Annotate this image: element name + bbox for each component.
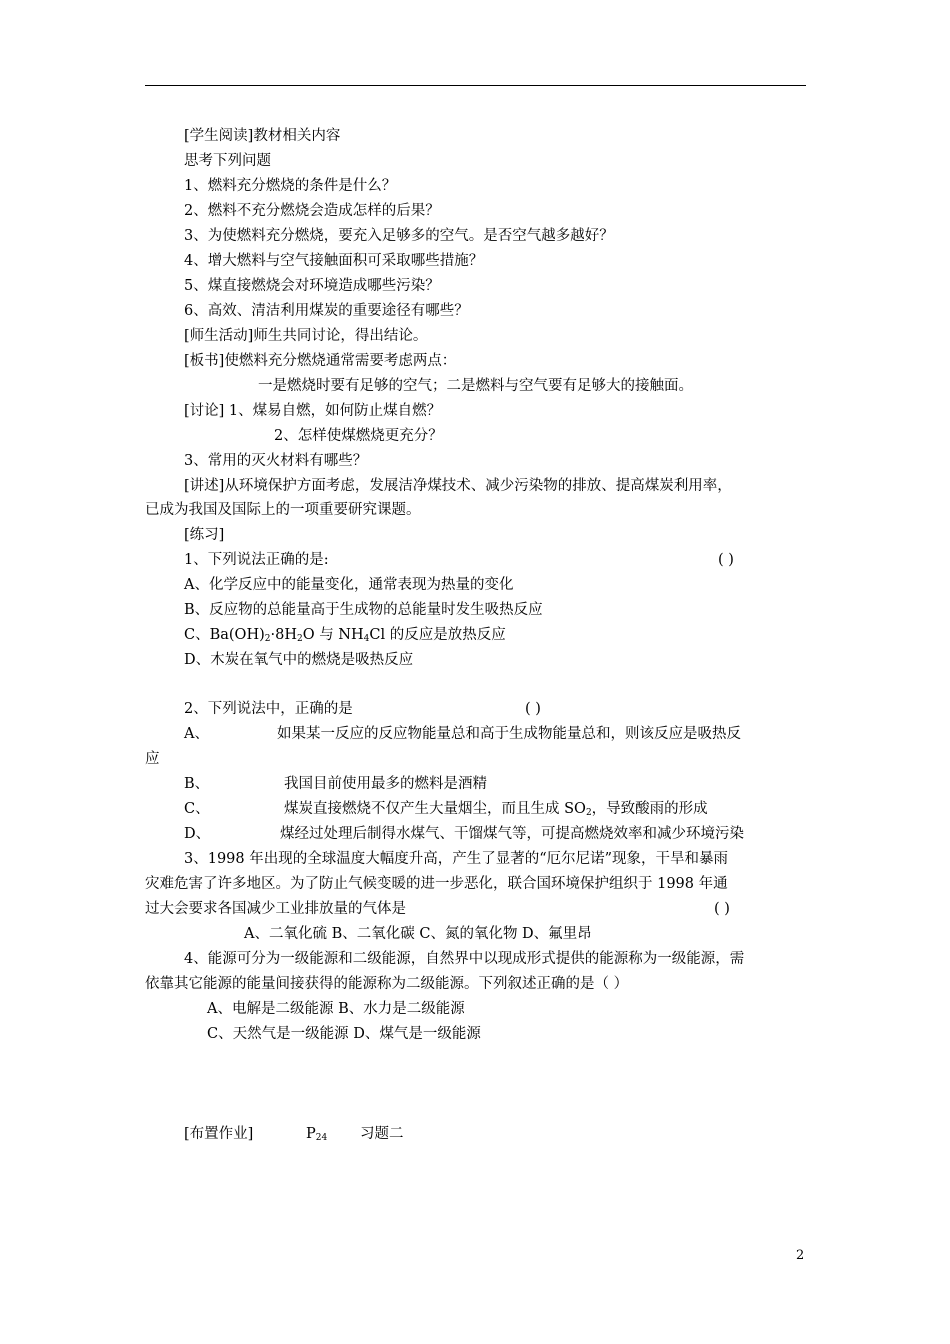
q3-line-3: 过大会要求各国减少工业排放量的气体是	[145, 901, 406, 917]
q2-option-b-text: 我国目前使用最多的燃料是酒精	[284, 776, 487, 792]
q1-option-b: B、反应物的总能量高于生成物的总能量时发生吸热反应	[184, 602, 543, 618]
practice-heading: [练习]	[184, 527, 225, 543]
q2-option-c-text: 煤炭直接燃烧不仅产生大量烟尘，而且生成 $SO_2$，导致酸雨的形成	[284, 801, 708, 818]
question-line: 4、增大燃料与空气接触面积可采取哪些措施？	[184, 253, 484, 269]
question-line: 5、煤直接燃烧会对环境造成哪些污染？	[184, 278, 440, 294]
page-number: 2	[796, 1248, 805, 1263]
blackboard-detail: 一是燃烧时要有足够的空气；二是燃料与空气要有足够大的接触面。	[258, 378, 693, 394]
q1-option-a: A、化学反应中的能量变化，通常表现为热量的变化	[184, 577, 514, 593]
question-line: 3、为使燃料充分燃烧，要充入足够多的空气。是否空气越多越好？	[184, 228, 614, 244]
q2-option-a-cont: 应	[145, 751, 160, 767]
q4-line-2: 依靠其它能源的能量间接获得的能源称为二级能源。下列叙述正确的是（ ）	[145, 976, 629, 992]
q2-option-c-label: C、	[184, 801, 210, 817]
blackboard-note: [板书]使燃料充分燃烧通常需要考虑两点：	[184, 353, 457, 369]
q1-stem: 1、下列说法正确的是:	[184, 552, 329, 568]
homework-label: [布置作业]	[184, 1126, 254, 1142]
q4-line-1: 4、能源可分为一级能源和二级能源，自然界中以现成形式提供的能源称为一级能源，需	[184, 951, 745, 967]
lecture-line-2: 已成为我国及国际上的一项重要研究课题。	[145, 502, 421, 518]
think-questions: 思考下列问题	[184, 153, 271, 169]
header-rule	[145, 85, 806, 86]
q2-option-d-text: 煤经过处理后制得水煤气、干馏煤气等，可提高燃烧效率和减少环境污染	[280, 826, 744, 842]
q1-answer-paren: ( )	[718, 552, 734, 568]
q2-answer-paren: ( )	[525, 701, 541, 717]
question-line: 6、高效、清洁利用煤炭的重要途径有哪些？	[184, 303, 469, 319]
student-reading: [学生阅读]教材相关内容	[184, 128, 341, 144]
q2-option-a-label: A、	[184, 726, 209, 742]
question-line: 1、燃料充分燃烧的条件是什么？	[184, 178, 397, 194]
q3-line-1: 3、1998 年出现的全球温度大幅度升高，产生了显著的“厄尔尼诺”现象，干旱和暴雨	[184, 851, 729, 867]
q2-option-b-label: B、	[184, 776, 210, 792]
q4-options-cd: C、天然气是一级能源 D、煤气是一级能源	[207, 1026, 481, 1042]
q3-line-2: 灾难危害了许多地区。为了防止气候变暖的进一步恶化，联合国环境保护组织于 1998 年通	[145, 876, 728, 892]
question-line: 2、燃料不充分燃烧会造成怎样的后果？	[184, 203, 440, 219]
q3-answer-paren: ( )	[714, 901, 730, 917]
q2-option-d-label: D、	[184, 826, 211, 842]
discussion-3: 3、常用的灭火材料有哪些？	[184, 453, 368, 469]
teacher-activity: [师生活动]师生共同讨论，得出结论。	[184, 328, 428, 344]
discussion-2: 2、怎样使煤燃烧更充分？	[274, 428, 443, 444]
q4-options-ab: A、电解是二级能源 B、水力是二级能源	[207, 1001, 465, 1017]
discussion-1: [讨论] 1、煤易自燃，如何防止煤自燃？	[184, 403, 442, 419]
q2-option-a-text: 如果某一反应的反应物能量总和高于生成物能量总和，则该反应是吸热反	[277, 726, 741, 742]
lecture-line-1: [讲述]从环境保护方面考虑，发展洁净煤技术、减少污染物的排放、提高煤炭利用率，	[184, 478, 732, 494]
q3-options: A、二氧化硫 B、二氧化碳 C、氮的氧化物 D、氟里昂	[244, 926, 592, 942]
q2-stem: 2、下列说法中，正确的是	[184, 701, 353, 717]
q1-option-c: C、$Ba(OH)_2\cdot 8H_2O$ 与 $NH_4Cl$ 的反应是放热反应	[184, 627, 506, 644]
homework-page: $P_{24}$	[306, 1126, 328, 1143]
q1-option-d: D、木炭在氧气中的燃烧是吸热反应	[184, 652, 414, 668]
homework-exercise: 习题二	[360, 1126, 404, 1142]
